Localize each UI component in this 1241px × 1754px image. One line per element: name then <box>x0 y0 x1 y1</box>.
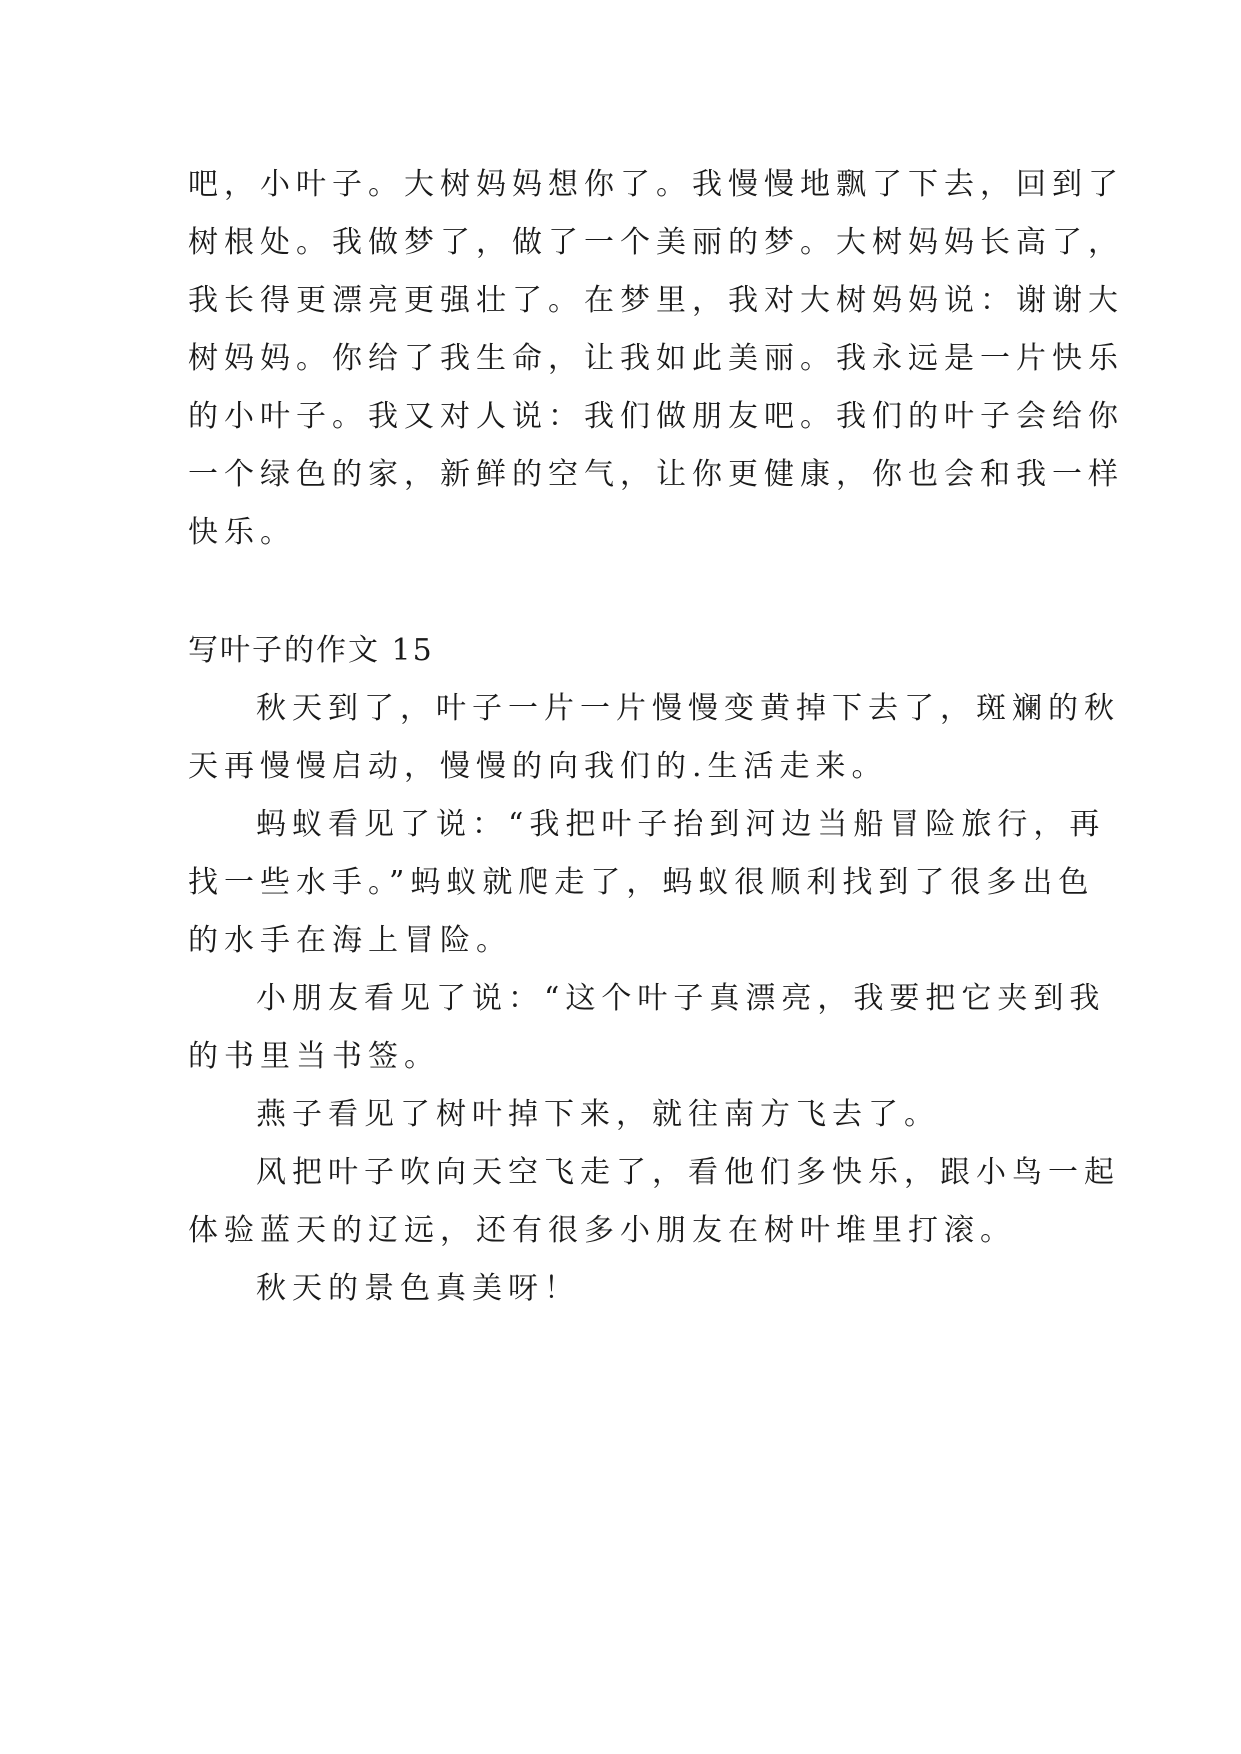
essay-body <box>188 680 1120 1318</box>
text-line: 天再慢慢启动，慢慢的向我们的.生活走来。 <box>188 749 888 784</box>
text-line: 一个绿色的家，新鲜的空气，让你更健康，你也会和我一样 <box>188 457 1124 492</box>
text-line: 吧，小叶子。大树妈妈想你了。我慢慢地飘了下去，回到了 <box>188 167 1124 202</box>
text-line: 的水手在海上冒险。 <box>188 923 512 958</box>
text-line: 的小叶子。我又对人说：我们做朋友吧。我们的叶子会给你 <box>188 399 1124 434</box>
text-line: 蚂蚁看见了说：“我把叶子抬到河边当船冒险旅行，再 <box>256 807 1106 842</box>
text-line: 体验蓝天的辽远，还有很多小朋友在树叶堆里打滚。 <box>188 1213 1016 1248</box>
essay-heading: 写叶子的作文 15 <box>188 633 434 668</box>
essay-section <box>188 622 1120 1318</box>
text-line: 的书里当书签。 <box>188 1039 440 1074</box>
text-line: 秋天的景色真美呀！ <box>256 1271 580 1306</box>
text-line: 燕子看见了树叶掉下来，就往南方飞去了。 <box>256 1097 940 1132</box>
text-line: 风把叶子吹向天空飞走了，看他们多快乐，跟小鸟一起 <box>256 1155 1120 1190</box>
text-line: 树妈妈。你给了我生命，让我如此美丽。我永远是一片快乐 <box>188 341 1124 376</box>
text-line: 秋天到了，叶子一片一片慢慢变黄掉下去了，斑斓的秋 <box>256 691 1120 726</box>
continuation-paragraph <box>188 156 1124 562</box>
text-line: 找一些水手。”蚂蚁就爬走了，蚂蚁很顺利找到了很多出色 <box>188 865 1095 900</box>
text-line: 小朋友看见了说：“这个叶子真漂亮，我要把它夹到我 <box>256 981 1106 1016</box>
text-line: 我长得更漂亮更强壮了。在梦里，我对大树妈妈说：谢谢大 <box>188 283 1124 318</box>
text-line: 树根处。我做梦了，做了一个美丽的梦。大树妈妈长高了， <box>188 225 1124 260</box>
text-line: 快乐。 <box>188 515 296 550</box>
